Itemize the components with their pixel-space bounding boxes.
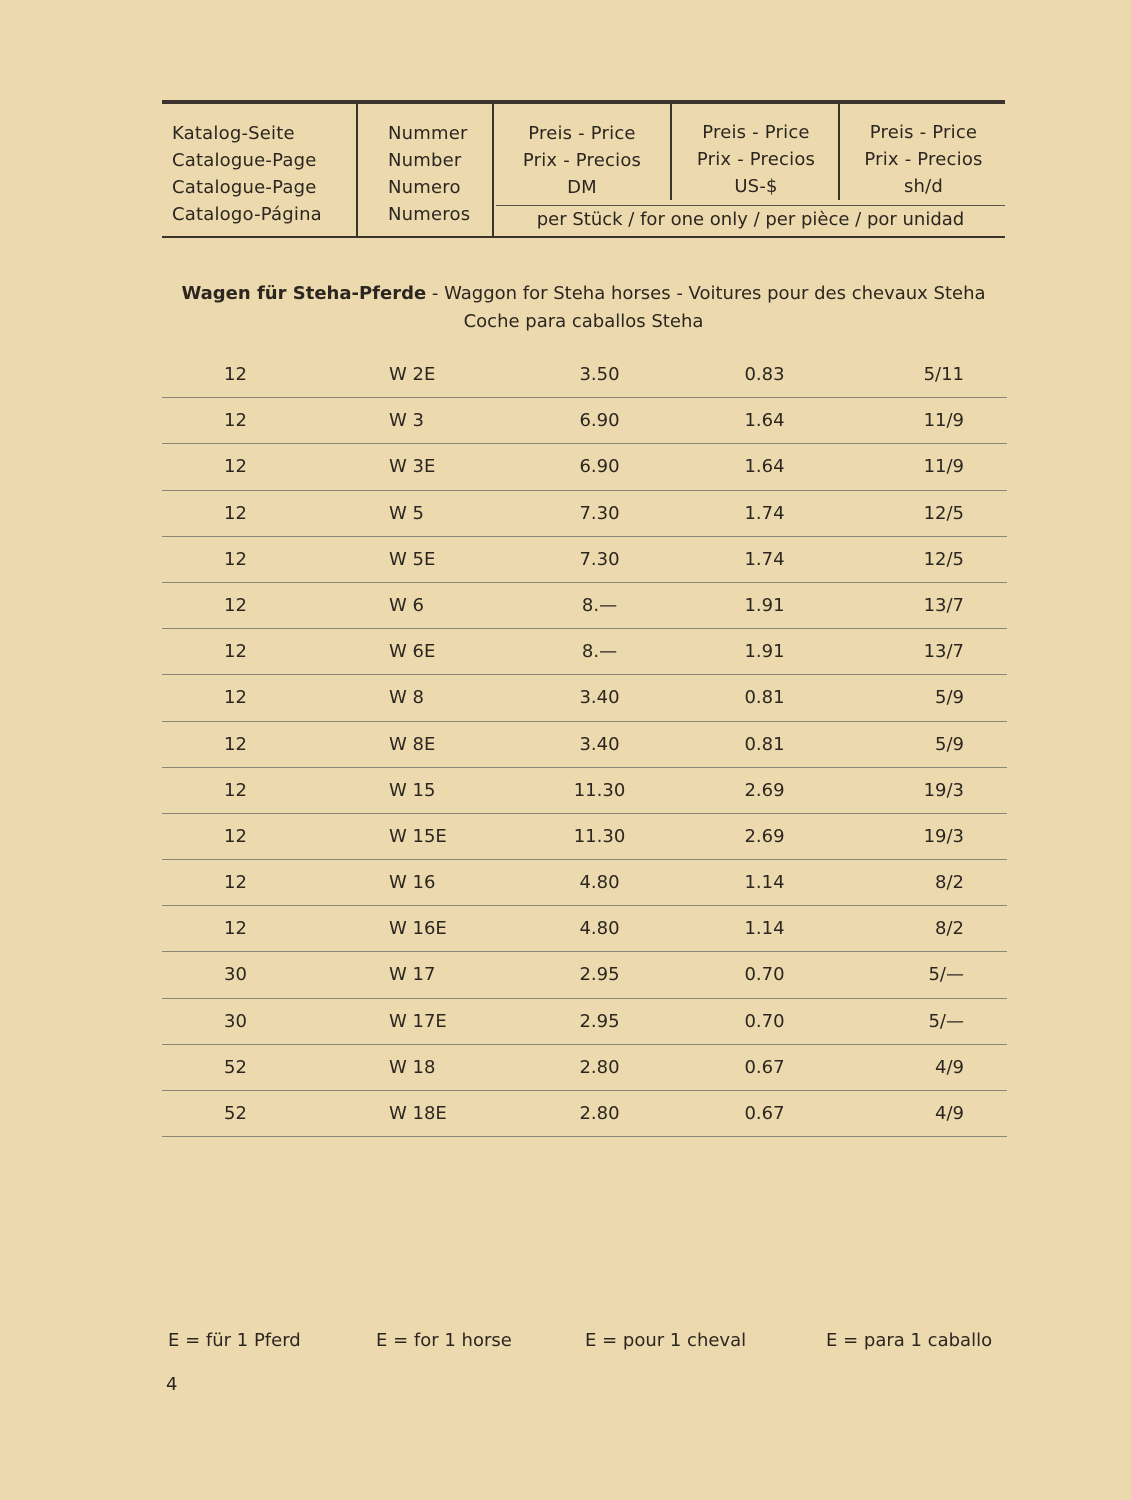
row-price-shd: 12/5 (923, 548, 964, 570)
header-divider (356, 104, 358, 236)
table-row (162, 1045, 1007, 1091)
row-catalog-page: 12 (224, 548, 247, 570)
row-item-number: W 15 (389, 779, 436, 801)
row-price-shd: 13/7 (923, 641, 964, 663)
footnote-english: E = for 1 horse (376, 1330, 512, 1351)
row-price-usd: 0.67 (744, 1056, 785, 1078)
row-catalog-page: 12 (224, 364, 247, 385)
price-subrule (496, 205, 1005, 206)
row-item-number: W 16 (389, 872, 436, 894)
row-price-dm: 4.80 (579, 918, 620, 940)
row-price-usd: 2.69 (744, 825, 785, 847)
table-row (162, 352, 1007, 398)
row-price-dm: 8.— (581, 641, 618, 663)
row-price-shd: 5/11 (923, 364, 964, 385)
row-price-shd: 19/3 (923, 779, 964, 801)
row-price-shd: 13/7 (923, 594, 964, 616)
row-price-usd: 1.74 (744, 502, 785, 524)
row-item-number: W 16E (389, 918, 447, 940)
row-item-number: W 6 (389, 594, 424, 616)
table-row (162, 999, 1007, 1045)
row-price-dm: 2.80 (579, 1056, 620, 1078)
row-item-number: W 17E (389, 1010, 447, 1032)
row-catalog-page: 12 (224, 733, 247, 755)
row-catalog-page: 12 (224, 825, 247, 847)
row-price-dm: 11.30 (573, 825, 626, 847)
section-title (162, 280, 1005, 336)
row-price-shd: 4/9 (935, 1056, 964, 1078)
row-price-usd: 1.91 (744, 641, 785, 663)
row-price-dm: 6.90 (579, 456, 620, 478)
row-catalog-page: 30 (224, 964, 247, 986)
row-item-number: W 17 (389, 964, 436, 986)
table-row (162, 675, 1007, 721)
table-row (162, 952, 1007, 998)
table-row (162, 537, 1007, 583)
table-row (162, 722, 1007, 768)
row-price-usd: 0.83 (744, 364, 785, 385)
header-price-usd: Preis - Price Prix - Precios US-$ (696, 122, 816, 197)
row-price-dm: 4.80 (579, 872, 620, 894)
row-catalog-page: 12 (224, 872, 247, 894)
row-catalog-page: 12 (224, 594, 247, 616)
row-item-number: W 3 (389, 410, 424, 432)
row-price-dm: 8.— (581, 594, 618, 616)
row-price-shd: 4/9 (935, 1103, 964, 1124)
row-catalog-page: 52 (224, 1056, 247, 1078)
header-price-shd: Preis - Price Prix - Precios sh/d (864, 122, 983, 197)
header-price-dm: Preis - Price Prix - Precios DM (522, 123, 642, 198)
table-row (162, 860, 1007, 906)
table-row (162, 398, 1007, 444)
row-price-usd: 1.64 (744, 410, 785, 432)
row-price-dm: 6.90 (579, 410, 620, 432)
row-price-usd: 0.67 (744, 1103, 785, 1124)
row-price-shd: 5/— (928, 1010, 964, 1032)
table-row (162, 491, 1007, 537)
row-item-number: W 3E (389, 456, 436, 478)
page-number: 4 (166, 1374, 178, 1395)
row-price-usd: 1.14 (744, 918, 785, 940)
row-catalog-page: 12 (224, 779, 247, 801)
row-price-dm: 3.50 (579, 364, 620, 385)
row-price-shd: 19/3 (923, 825, 964, 847)
row-price-shd: 11/9 (923, 410, 964, 432)
per-unit-note: per Stück / for one only / per pièce / por unidad (536, 209, 965, 230)
table-row (162, 1091, 1007, 1137)
table-row (162, 906, 1007, 952)
row-item-number: W 8E (389, 733, 436, 755)
row-price-dm: 11.30 (573, 779, 626, 801)
section-title-bold: Wagen für Steha-Pferde (181, 283, 427, 304)
footnote-german: E = für 1 Pferd (168, 1330, 301, 1351)
row-price-shd: 11/9 (923, 456, 964, 478)
section-title-line2: Coche para caballos Steha (463, 311, 704, 332)
row-catalog-page: 12 (224, 410, 247, 432)
section-title-rest: - Waggon for Steha horses - Voitures pour des chevaux Steha (426, 283, 986, 304)
row-price-usd: 1.14 (744, 872, 785, 894)
row-catalog-page: 12 (224, 502, 247, 524)
row-item-number: W 6E (389, 641, 436, 663)
header-catalog-page: Katalog-Seite Catalogue-Page Catalogue-Page Catalogo-Página (172, 123, 322, 225)
row-catalog-page: 52 (224, 1103, 247, 1124)
row-price-shd: 8/2 (935, 918, 964, 940)
footnote-french: E = pour 1 cheval (585, 1330, 747, 1351)
row-price-usd: 2.69 (744, 779, 785, 801)
price-table (162, 352, 1007, 1137)
table-row (162, 814, 1007, 860)
row-price-dm: 3.40 (579, 687, 620, 709)
row-catalog-page: 12 (224, 918, 247, 940)
row-catalog-page: 30 (224, 1010, 247, 1032)
row-price-usd: 1.91 (744, 594, 785, 616)
row-price-usd: 1.64 (744, 456, 785, 478)
row-item-number: W 18E (389, 1103, 447, 1124)
row-price-dm: 7.30 (579, 502, 620, 524)
row-price-shd: 5/9 (935, 733, 964, 755)
row-catalog-page: 12 (224, 456, 247, 478)
table-row (162, 444, 1007, 490)
row-price-usd: 1.74 (744, 548, 785, 570)
row-item-number: W 5E (389, 548, 436, 570)
row-price-shd: 5/9 (935, 687, 964, 709)
row-item-number: W 8 (389, 687, 424, 709)
row-price-dm: 7.30 (579, 548, 620, 570)
row-catalog-page: 12 (224, 641, 247, 663)
row-item-number: W 18 (389, 1056, 436, 1078)
row-price-shd: 5/— (928, 964, 964, 986)
row-price-dm: 3.40 (579, 733, 620, 755)
table-row (162, 583, 1007, 629)
row-item-number: W 5 (389, 502, 424, 524)
row-price-dm: 2.80 (579, 1103, 620, 1124)
row-item-number: W 15E (389, 825, 447, 847)
table-header (162, 100, 1005, 238)
row-price-usd: 0.81 (744, 733, 785, 755)
row-price-dm: 2.95 (579, 1010, 620, 1032)
row-price-usd: 0.81 (744, 687, 785, 709)
row-price-usd: 0.70 (744, 964, 785, 986)
row-price-dm: 2.95 (579, 964, 620, 986)
row-price-shd: 12/5 (923, 502, 964, 524)
row-catalog-page: 12 (224, 687, 247, 709)
footnote-spanish: E = para 1 caballo (826, 1330, 993, 1351)
row-price-usd: 0.70 (744, 1010, 785, 1032)
table-row (162, 768, 1007, 814)
table-row (162, 629, 1007, 675)
row-item-number: W 2E (389, 364, 436, 385)
header-number: Nummer Number Numero Numeros (388, 123, 471, 225)
row-price-shd: 8/2 (935, 872, 964, 894)
